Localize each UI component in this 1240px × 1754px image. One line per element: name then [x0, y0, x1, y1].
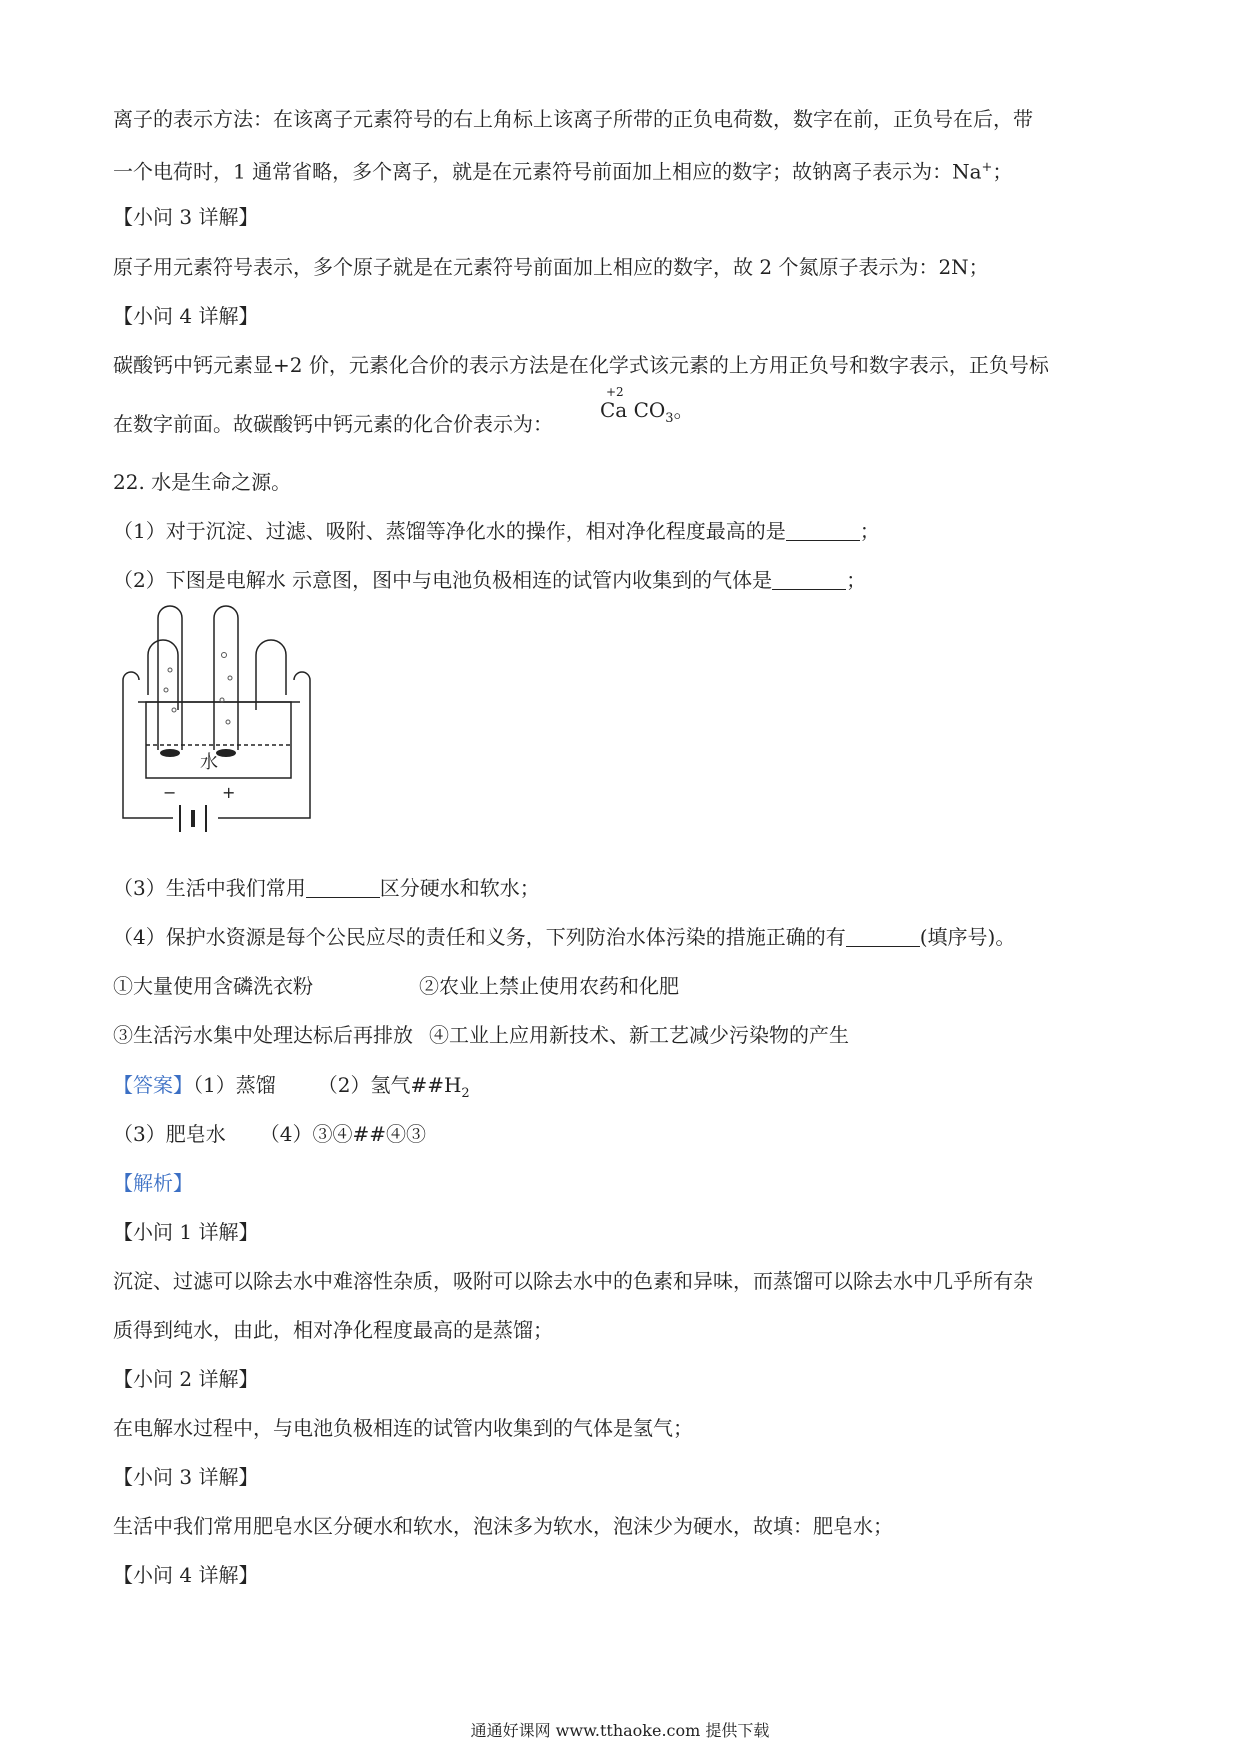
left-wire	[148, 640, 178, 710]
answer-item: （1）蒸馏	[193, 1073, 276, 1097]
text-line: 原子用元素符号表示，多个原子就是在元素符号前面加上相应的数字，故 2 个氮原子表示为：2N；	[113, 255, 989, 279]
answer-item: （2）氢气##H	[317, 1073, 462, 1097]
right-test-tube	[214, 606, 238, 750]
question-part	[113, 566, 866, 594]
gas-bubble	[228, 676, 232, 680]
options-row	[113, 1021, 849, 1049]
option: ②农业上禁止使用农药和化肥	[419, 974, 679, 998]
option: ④工业上应用新技术、新工艺减少污染物的产生	[429, 1023, 849, 1047]
answer-item: （4）③④##④③	[259, 1122, 426, 1146]
section-heading: 【小问 3 详解】	[113, 1465, 259, 1489]
question-part	[113, 923, 1015, 951]
text-segment: 一个电荷时，1 通常省略，多个离子，就是在元素符号前面加上相应的数字；故钠离子表示为：Na	[113, 159, 982, 184]
options-row	[113, 972, 679, 1000]
text-segment: （2）下图是电解水 示意图，图中与电池负极相连的试管内收集到的气体是	[113, 568, 773, 592]
answer-line	[113, 1071, 470, 1108]
text-line: 生活中我们常用肥皂水区分硬水和软水，泡沫多为软水，泡沫少为硬水，故填：肥皂水；	[113, 1514, 893, 1538]
section-heading: 【小问 2 详解】	[113, 1367, 259, 1391]
text-segment: 。	[673, 398, 694, 422]
answer-blank	[772, 569, 846, 590]
water-trough	[146, 702, 291, 778]
battery-plus: +	[222, 783, 236, 802]
answer-blank	[306, 877, 380, 898]
formula-ca: Ca	[600, 398, 628, 422]
text-line: 质得到纯水，由此，相对净化程度最高的是蒸馏；	[113, 1318, 553, 1342]
answer-sub: 2	[461, 1086, 470, 1101]
text-segment: ；	[846, 568, 867, 592]
text-line: 离子的表示方法：在该离子元素符号的右上角标上该离子所带的正负电荷数，数字在前，正负号在后，带	[113, 107, 1033, 131]
answer-line	[113, 1120, 426, 1148]
text-segment: (填序号)。	[919, 925, 1016, 949]
gas-bubble	[172, 708, 176, 712]
charge-sup: +	[981, 160, 993, 175]
answer-item: （3）肥皂水	[113, 1122, 226, 1146]
calcium-carbonate-formula	[600, 385, 694, 433]
text-segment: ；	[859, 519, 880, 543]
left-electrode	[160, 749, 180, 757]
text-segment: 区分硬水和软水；	[379, 876, 540, 900]
page-footer: 通通好课网 www.tthaoke.com 提供下载	[470, 1721, 770, 1740]
analysis-label: 【解析】	[113, 1171, 193, 1195]
gas-bubble	[222, 653, 227, 658]
answer-label: 【答案】	[113, 1073, 193, 1097]
question-part	[113, 874, 540, 902]
water-label: 水	[200, 752, 218, 773]
gas-bubble	[168, 668, 172, 672]
text-line	[113, 154, 1012, 186]
electrolysis-diagram	[118, 600, 318, 840]
formula-sub: 3	[665, 411, 674, 426]
text-line: 在电解水过程中，与电池负极相连的试管内收集到的气体是氢气；	[113, 1416, 693, 1440]
battery-minus: −	[163, 783, 177, 802]
answer-blank	[786, 520, 860, 541]
question-title: 22. 水是生命之源。	[113, 470, 292, 494]
option: ①大量使用含磷洗衣粉	[113, 974, 313, 998]
gas-bubble	[164, 688, 168, 692]
section-heading: 【小问 4 详解】	[113, 304, 259, 328]
text-segment: （3）生活中我们常用	[113, 876, 306, 900]
answer-blank	[846, 926, 920, 947]
section-heading: 【小问 3 详解】	[113, 205, 259, 229]
text-line: 沉淀、过滤可以除去水中难溶性杂质，吸附可以除去水中的色素和异味，而蒸馏可以除去水中几乎所有杂	[113, 1269, 1033, 1293]
section-heading: 【小问 1 详解】	[113, 1220, 259, 1244]
text-line	[113, 410, 553, 438]
right-electrode	[216, 749, 236, 757]
text-segment: ；	[992, 159, 1013, 184]
formula-co: CO	[633, 398, 666, 422]
section-heading: 【小问 4 详解】	[113, 1563, 259, 1587]
text-line: 碳酸钙中钙元素显+2 价，元素化合价的表示方法是在化学式该元素的上方用正负号和数字表示，正负号标	[113, 353, 1049, 377]
option: ③生活污水集中处理达标后再排放	[113, 1023, 413, 1047]
left-wire-hook	[123, 672, 139, 680]
gas-bubble	[226, 720, 230, 724]
oxidation-state: +2	[606, 385, 624, 399]
text-segment: （1）对于沉淀、过滤、吸附、蒸馏等净化水的操作，相对净化程度最高的是	[113, 519, 786, 543]
text-segment: （4）保护水资源是每个公民应尽的责任和义务，下列防治水体污染的措施正确的有	[113, 925, 846, 949]
text-segment: 在数字前面。故碳酸钙中钙元素的化合价表示为：	[113, 412, 553, 436]
right-wire-top	[256, 640, 286, 710]
right-wire-hook	[294, 672, 310, 680]
question-part	[113, 517, 880, 545]
